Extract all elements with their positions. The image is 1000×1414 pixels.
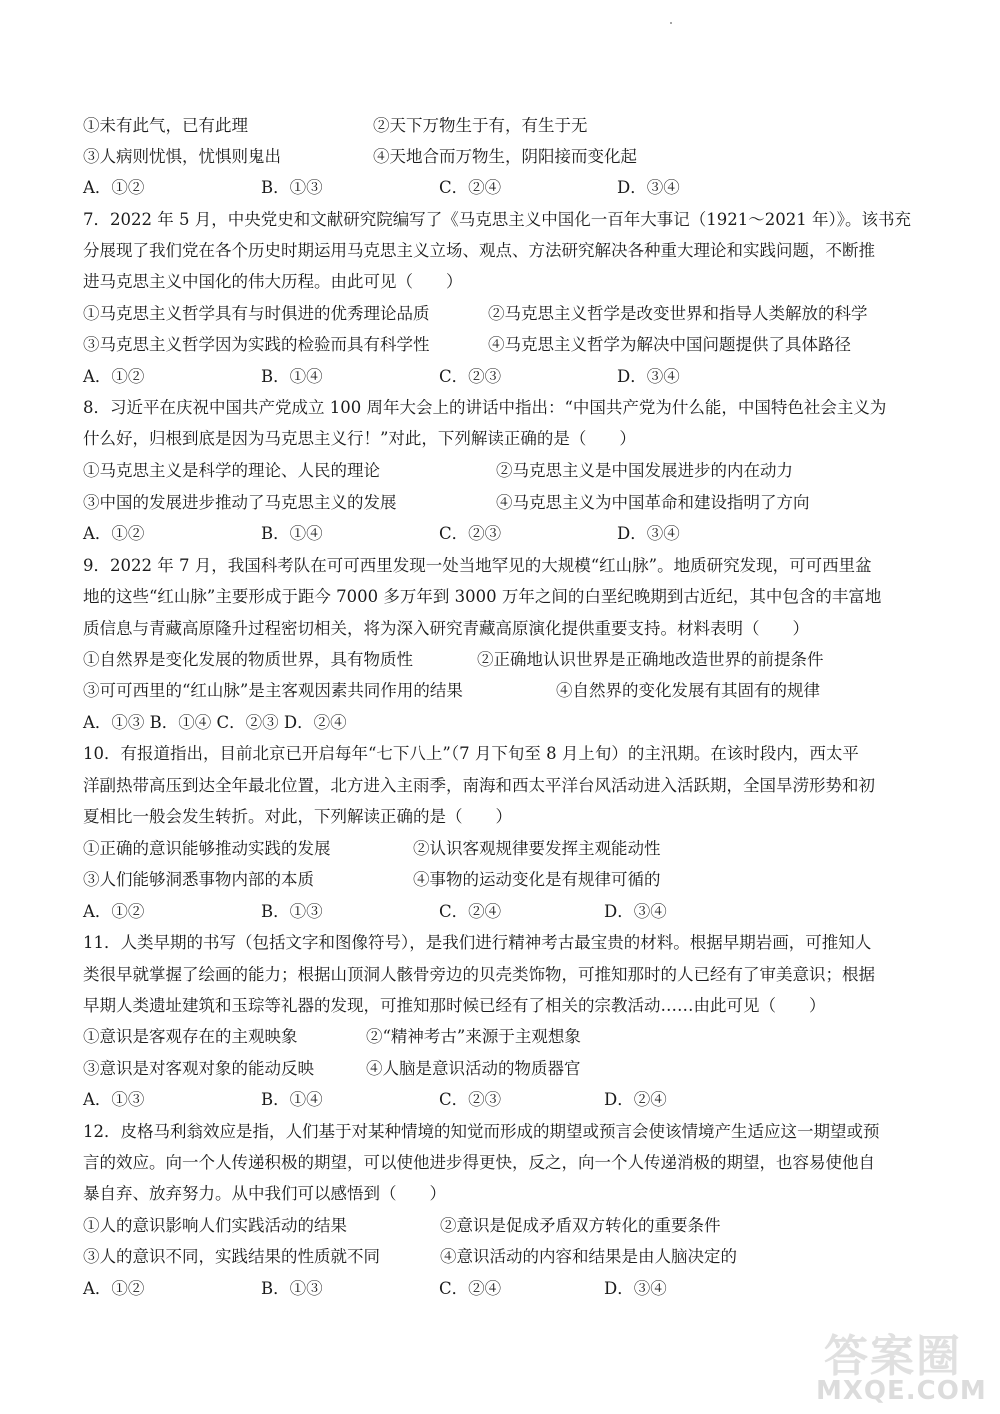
q6-choice-b: B．①③: [261, 178, 323, 197]
q12-choice-d: D．③④: [604, 1279, 667, 1298]
q9-option-3: ③可可西里的“红山脉”是主客观因素共同作用的结果: [83, 681, 463, 700]
q9-stem-line-2: 地的这些“红山脉”主要形成于距今 7000 多万年到 3000 万年之间的白垩纪晚期到古近纪，其中包含的丰富地: [83, 587, 882, 606]
q12-stem-line-3: 暴自弃、放弃努力。从中我们可以感悟到（ ）: [83, 1184, 446, 1203]
q7-choice-c: C．②③: [439, 367, 502, 386]
q7-option-1: ①马克思主义哲学具有与时俱进的优秀理论品质: [83, 304, 430, 323]
watermark-url: MXQE.COM: [816, 1376, 987, 1406]
q6-choice-c: C．②④: [439, 178, 502, 197]
q6-choice-d: D．③④: [617, 178, 680, 197]
q11-stem-line-1: 11．人类早期的书写（包括文字和图像符号），是我们进行精神考古最宝贵的材料。根据早期岩画，可推知人: [83, 933, 872, 952]
q8-choice-d: D．③④: [617, 524, 680, 543]
q12-choice-b: B．①③: [261, 1279, 323, 1298]
q11-choice-a: A．①③: [83, 1090, 145, 1109]
q7-stem-line-2: 分展现了我们党在各个历史时期运用马克思主义立场、观点、方法研究解决各种重大理论和实践问题，不断推: [83, 241, 875, 260]
q10-stem-line-1: 10．有报道指出，目前北京已开启每年“七下八上”（7 月下旬至 8 月上旬）的主汛期。在该时段内，西太平: [83, 744, 859, 763]
q10-choice-a: A．①②: [83, 902, 145, 921]
q6-option-1: ①未有此气，已有此理: [83, 116, 248, 135]
q9-stem-line-3: 质信息与青藏高原隆升过程密切相关，将为深入研究青藏高原演化提供重要支持。材料表明（ ）: [83, 619, 809, 638]
q11-stem-line-2: 类很早就掌握了绘画的能力；根据山顶洞人骸骨旁边的贝壳类饰物，可推知那时的人已经有了审美意识；根据: [83, 965, 875, 984]
q12-option-2: ②意识是促成矛盾双方转化的重要条件: [440, 1216, 721, 1235]
q8-stem-line-1: 8．习近平在庆祝中国共产党成立 100 周年大会上的讲话中指出：“中国共产党为什么能，中国特色社会主义为: [83, 398, 887, 417]
q10-choice-d: D．③④: [604, 902, 667, 921]
q10-choice-b: B．①③: [261, 902, 323, 921]
q10-option-4: ④事物的运动变化是有规律可循的: [413, 870, 661, 889]
q8-choice-b: B．①④: [261, 524, 323, 543]
q9-option-1: ①自然界是变化发展的物质世界，具有物质性: [83, 650, 413, 669]
q11-choice-b: B．①④: [261, 1090, 323, 1109]
q7-choice-a: A．①②: [83, 367, 145, 386]
q10-option-1: ①正确的意识能够推动实践的发展: [83, 839, 331, 858]
q7-option-3: ③马克思主义哲学因为实践的检验而具有科学性: [83, 335, 430, 354]
q12-option-3: ③人的意识不同，实践结果的性质就不同: [83, 1247, 380, 1266]
q7-option-2: ②马克思主义哲学是改变世界和指导人类解放的科学: [488, 304, 868, 323]
q8-stem-line-2: 什么好，归根到底是因为马克思主义行！”对此，下列解读正确的是（ ）: [83, 429, 636, 448]
q7-option-4: ④马克思主义哲学为解决中国问题提供了具体路径: [488, 335, 851, 354]
q12-stem-line-1: 12．皮格马利翁效应是指，人们基于对某种情境的知觉而形成的期望或预言会使该情境产生适应这一期望或预: [83, 1122, 880, 1141]
q7-choice-b: B．①④: [261, 367, 323, 386]
q10-choice-c: C．②④: [439, 902, 502, 921]
q6-option-2: ②天下万物生于有，有生于无: [373, 116, 588, 135]
q11-choice-d: D．②④: [604, 1090, 667, 1109]
q11-option-4: ④人脑是意识活动的物质器官: [366, 1059, 581, 1078]
q10-stem-line-2: 洋副热带高压到达全年最北位置，北方进入主雨季，南海和西太平洋台风活动进入活跃期，全国旱涝形势和初: [83, 776, 875, 795]
q6-option-4: ④天地合而万物生，阴阳接而变化起: [373, 147, 637, 166]
q8-choice-a: A．①②: [83, 524, 145, 543]
q8-option-3: ③中国的发展进步推动了马克思主义的发展: [83, 493, 397, 512]
q11-choice-c: C．②③: [439, 1090, 502, 1109]
q12-option-4: ④意识活动的内容和结果是由人脑决定的: [440, 1247, 737, 1266]
q9-stem-line-1: 9．2022 年 7 月，我国科考队在可可西里发现一处当地罕见的大规模“红山脉”。地质研究发现，可可西里盆: [83, 556, 872, 575]
q8-choice-c: C．②③: [439, 524, 502, 543]
q10-option-3: ③人们能够洞悉事物内部的本质: [83, 870, 314, 889]
site-watermark: [816, 1320, 986, 1410]
scan-dot: [670, 22, 672, 24]
q6-choice-a: A．①②: [83, 178, 145, 197]
q7-choice-d: D．③④: [617, 367, 680, 386]
q8-option-1: ①马克思主义是科学的理论、人民的理论: [83, 461, 380, 480]
q9-option-2: ②正确地认识世界是正确地改造世界的前提条件: [477, 650, 824, 669]
q10-stem-line-3: 夏相比一般会发生转折。对此，下列解读正确的是（ ）: [83, 807, 512, 826]
q12-choice-a: A．①②: [83, 1279, 145, 1298]
q8-option-4: ④马克思主义为中国革命和建设指明了方向: [496, 493, 810, 512]
q11-stem-line-3: 早期人类遗址建筑和玉琮等礼器的发现，可推知那时候已经有了相关的宗教活动……由此可见（ ）: [83, 996, 826, 1015]
q12-stem-line-2: 言的效应。向一个人传递积极的期望，可以使他进步得更快，反之，向一个人传递消极的期望，也容易使他自: [83, 1153, 875, 1172]
q11-option-3: ③意识是对客观对象的能动反映: [83, 1059, 314, 1078]
q7-stem-line-1: 7．2022 年 5 月，中央党史和文献研究院编写了《马克思主义中国化一百年大事记（1921～2021 年）》。该书充: [83, 210, 911, 229]
q11-option-1: ①意识是客观存在的主观映象: [83, 1027, 298, 1046]
q6-option-3: ③人病则忧惧，忧惧则鬼出: [83, 147, 281, 166]
q10-option-2: ②认识客观规律要发挥主观能动性: [413, 839, 661, 858]
q12-choice-c: C．②④: [439, 1279, 502, 1298]
q12-option-1: ①人的意识影响人们实践活动的结果: [83, 1216, 347, 1235]
q9-choices: A．①③ B．①④ C．②③ D．②④: [83, 713, 347, 732]
q8-option-2: ②马克思主义是中国发展进步的内在动力: [496, 461, 793, 480]
q7-stem-line-3: 进马克思主义中国化的伟大历程。由此可见（ ）: [83, 272, 463, 291]
watermark-logo-text: 答案圈: [824, 1331, 962, 1382]
q9-option-4: ④自然界的变化发展有其固有的规律: [556, 681, 820, 700]
q11-option-2: ②“精神考古”来源于主观想象: [366, 1027, 581, 1046]
